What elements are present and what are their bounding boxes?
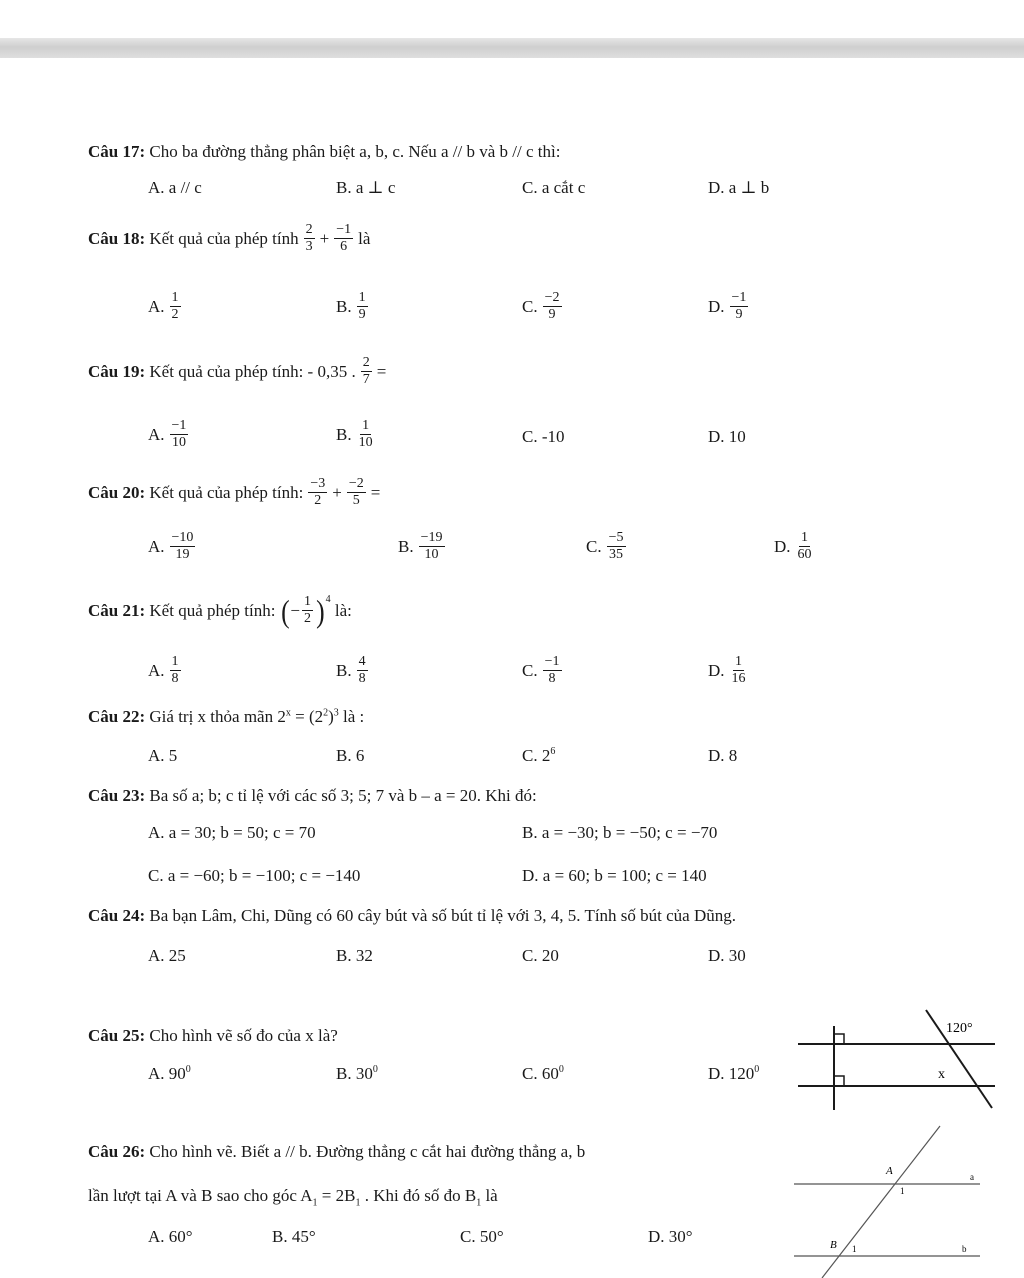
q26-option-c[interactable]: C. 50°: [460, 1227, 504, 1246]
question-18: Câu 18: Kết quả của phép tính $\frac{2}{3}$ + $\frac{-1}{6}$ là: [88, 222, 371, 254]
q25-x-label: x: [938, 1067, 945, 1082]
q24-option-a[interactable]: A. 25: [148, 946, 186, 965]
q23-option-d[interactable]: D. a = 60; b = 100; c = 140: [522, 866, 707, 885]
q19-option-a[interactable]: A. $\frac{-1}{10}$: [148, 418, 187, 450]
q22-option-a[interactable]: A. 5: [148, 746, 178, 765]
question-26-line-2: lần lượt tại A và B sao cho góc $A_1 = 2B_1$ . Khi đó số đo $B_1$ là: [88, 1186, 498, 1209]
q25-figure: [790, 1008, 1010, 1118]
q17-option-c[interactable]: C. a cắt c: [522, 178, 586, 197]
question-17: Câu 17: Cho ba đường thẳng phân biệt a, b, c. Nếu a // b và b // c thì:: [88, 142, 561, 161]
q26-option-d[interactable]: D. 30°: [648, 1227, 693, 1246]
q26-option-a[interactable]: A. 60°: [148, 1227, 193, 1246]
q24-option-b[interactable]: B. 32: [336, 946, 373, 965]
q18-option-a[interactable]: A. $\frac{1}{2}$: [148, 290, 179, 322]
q17-option-d[interactable]: D. a ⊥ b: [708, 178, 770, 197]
q21-option-d[interactable]: D. $\frac{1}{16}$: [708, 654, 746, 686]
q20-option-b[interactable]: B. $\frac{-19}{10}$: [398, 530, 443, 562]
q25-right-angle-bottom: [834, 1076, 844, 1086]
q21-option-c[interactable]: C. $\frac{-1}{8}$: [522, 654, 560, 686]
viewer-top-bar: [0, 38, 1024, 58]
q18-fraction-1: $\frac{2}{3}$: [305, 222, 313, 254]
q18-fraction-2: $\frac{-1}{6}$: [336, 222, 352, 254]
q25-option-a[interactable]: A. 90 $^0$: [148, 1064, 191, 1083]
q26-option-b[interactable]: B. 45°: [272, 1227, 316, 1246]
question-25: Câu 25: Cho hình vẽ số đo của x là?: [88, 1026, 338, 1045]
question-23: Câu 23: Ba số a; b; c tỉ lệ với các số 3; 5; 7 và b – a = 20. Khi đó:: [88, 786, 537, 805]
question-24: Câu 24: Ba bạn Lâm, Chi, Dũng có 60 cây bút và số bút tỉ lệ với 3, 4, 5. Tính số bút của Dũng.: [88, 906, 737, 925]
q23-option-b[interactable]: B. a = −30; b = −50; c = −70: [522, 823, 718, 842]
q23-option-a[interactable]: A. a = 30; b = 50; c = 70: [148, 823, 316, 842]
q20-option-c[interactable]: C. $\frac{-5}{35}$: [586, 530, 624, 562]
q22-option-b[interactable]: B. 6: [336, 746, 365, 765]
q21-option-a[interactable]: A. $\frac{1}{8}$: [148, 654, 179, 686]
q26-line-c: [822, 1126, 940, 1278]
question-21: Câu 21: Kết quả phép tính: ( − $\frac{1}{2}$ ) $^4$ là:: [88, 592, 352, 629]
q18-option-d[interactable]: D. $\frac{-1}{9}$: [708, 290, 747, 322]
q21-option-b[interactable]: B. $\frac{4}{8}$: [336, 654, 366, 686]
q25-option-b[interactable]: B. 30 $^0$: [336, 1064, 378, 1083]
question-26: Câu 26: Cho hình vẽ. Biết a // b. Đường thẳng c cắt hai đường thẳng a, b: [88, 1142, 586, 1161]
q26-line-b-label: b: [962, 1244, 967, 1254]
question-20: Câu 20: Kết quả của phép tính: $\frac{-3}{2}$ + $\frac{-2}{5}$ =: [88, 476, 381, 508]
q26-figure: [790, 1118, 990, 1278]
q17-option-a[interactable]: A. a // c: [148, 178, 202, 197]
q26-line-a-label: a: [970, 1172, 974, 1182]
q26-angle-a1-label: 1: [900, 1186, 905, 1196]
q19-option-d[interactable]: D. 10: [708, 427, 746, 446]
q24-option-c[interactable]: C. 20: [522, 946, 559, 965]
q23-option-c[interactable]: C. a = −60; b = −100; c = −140: [148, 866, 361, 885]
q18-option-c[interactable]: C. $\frac{-2}{9}$: [522, 290, 560, 322]
q26-angle-b1-label: 1: [852, 1244, 857, 1254]
q20-option-d[interactable]: D. $\frac{1}{60}$: [774, 530, 812, 562]
q24-option-d[interactable]: D. 30: [708, 946, 746, 965]
q22-option-c[interactable]: C. 2 $^6$: [522, 746, 556, 765]
q20-option-a[interactable]: A. $\frac{-10}{19}$: [148, 530, 194, 562]
q22-option-d[interactable]: D. 8: [708, 746, 738, 765]
q26-point-a-label: A: [886, 1165, 893, 1177]
question-19: Câu 19: Kết quả của phép tính: - 0,35 . $\frac{2}{7}$ =: [88, 355, 387, 387]
question-22: Câu 22: Giá trị x thỏa mãn $2^x = (2^2)^3$ là :: [88, 707, 365, 726]
q19-option-c[interactable]: C. -10: [522, 427, 565, 446]
q17-option-b[interactable]: B. a ⊥ c: [336, 178, 396, 197]
q25-option-c[interactable]: C. 60 $^0$: [522, 1064, 564, 1083]
q25-option-d[interactable]: D. 120 $^0$: [708, 1064, 760, 1083]
q26-point-b-label: B: [830, 1239, 837, 1251]
q25-angle-label: 120°: [946, 1021, 973, 1036]
q19-option-b[interactable]: B. $\frac{1}{10}$: [336, 418, 373, 450]
q25-right-angle-top: [834, 1034, 844, 1044]
q18-option-b[interactable]: B. $\frac{1}{9}$: [336, 290, 366, 322]
